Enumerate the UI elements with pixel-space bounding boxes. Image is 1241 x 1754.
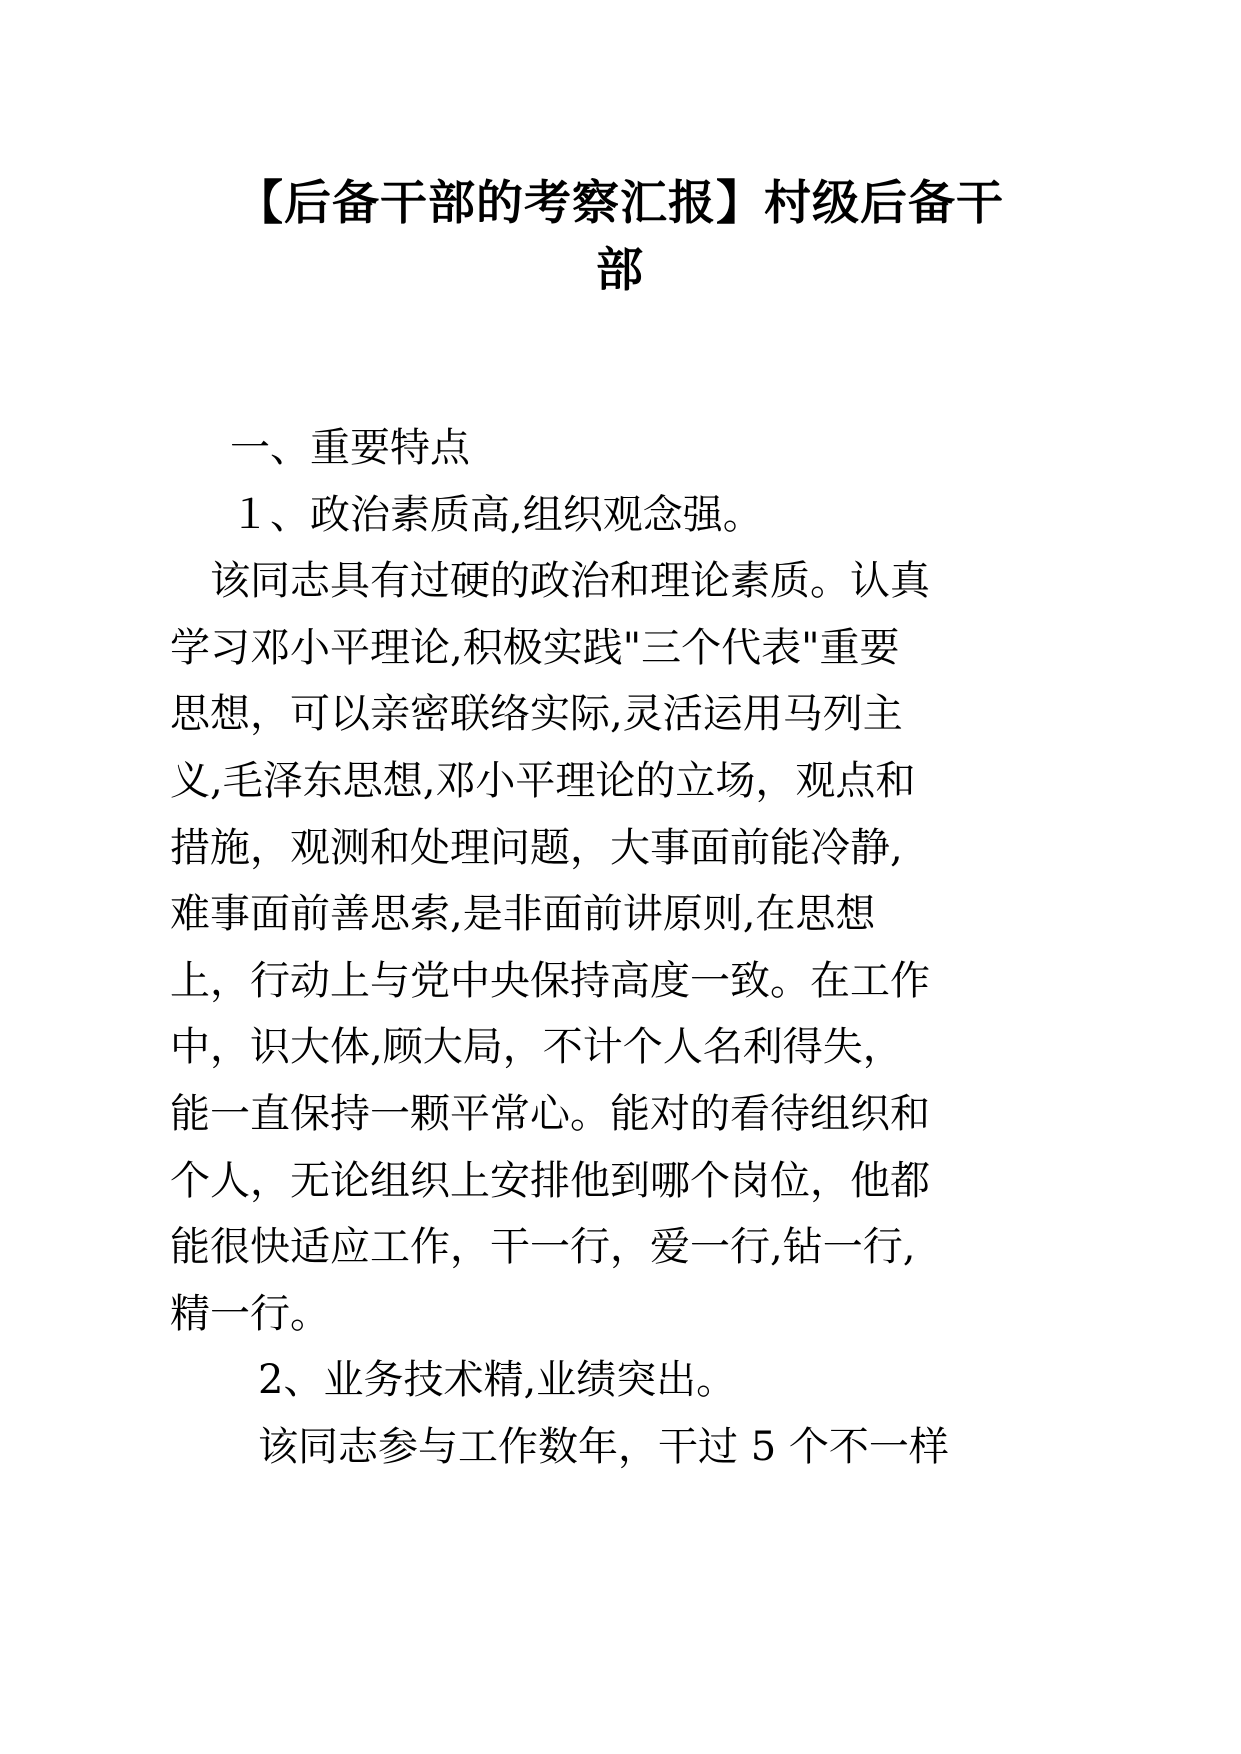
document-title: [150, 160, 1090, 298]
paragraph-line: 上，行动上与党中央保持高度一致。在工作: [170, 957, 930, 1004]
paragraph-line: 中，识大体,顾大局，不计个人名利得失，: [170, 1024, 903, 1071]
document-body: [170, 415, 1080, 1481]
subsection-heading-1: １、政治素质高,组织观念强。: [230, 491, 763, 538]
paragraph-line: 能很快适应工作，干一行，爱一行,钻一行,: [170, 1224, 916, 1271]
paragraph-line: 该同志参与工作数年，干过 5 个不一样: [258, 1423, 949, 1470]
title-line-2: 部: [596, 242, 644, 298]
section-heading: 一、重要特点: [230, 425, 470, 471]
paragraph-line: 该同志具有过硬的政治和理论素质。认真: [210, 558, 930, 605]
subsection-heading-2: 2、业务技术精,业绩突出。: [258, 1357, 737, 1404]
paragraph-line: 思想，可以亲密联络实际,灵活运用马列主: [170, 691, 903, 738]
paragraph-line: 措施，观测和处理问题，大事面前能冷静,: [170, 824, 903, 871]
paragraph-line: 难事面前善思索,是非面前讲原则,在思想: [170, 891, 876, 938]
paragraph-line: 精一行。: [170, 1290, 330, 1337]
title-line-1: 【后备干部的考察汇报】村级后备干: [236, 176, 1004, 231]
paragraph-line: 能一直保持一颗平常心。能对的看待组织和: [170, 1090, 930, 1137]
paragraph-line: 学习邓小平理论,积极实践"三个代表"重要: [170, 624, 900, 671]
paragraph-line: 义,毛泽东思想,邓小平理论的立场，观点和: [170, 757, 916, 804]
paragraph-line: 个人，无论组织上安排他到哪个岗位，他都: [170, 1157, 930, 1204]
